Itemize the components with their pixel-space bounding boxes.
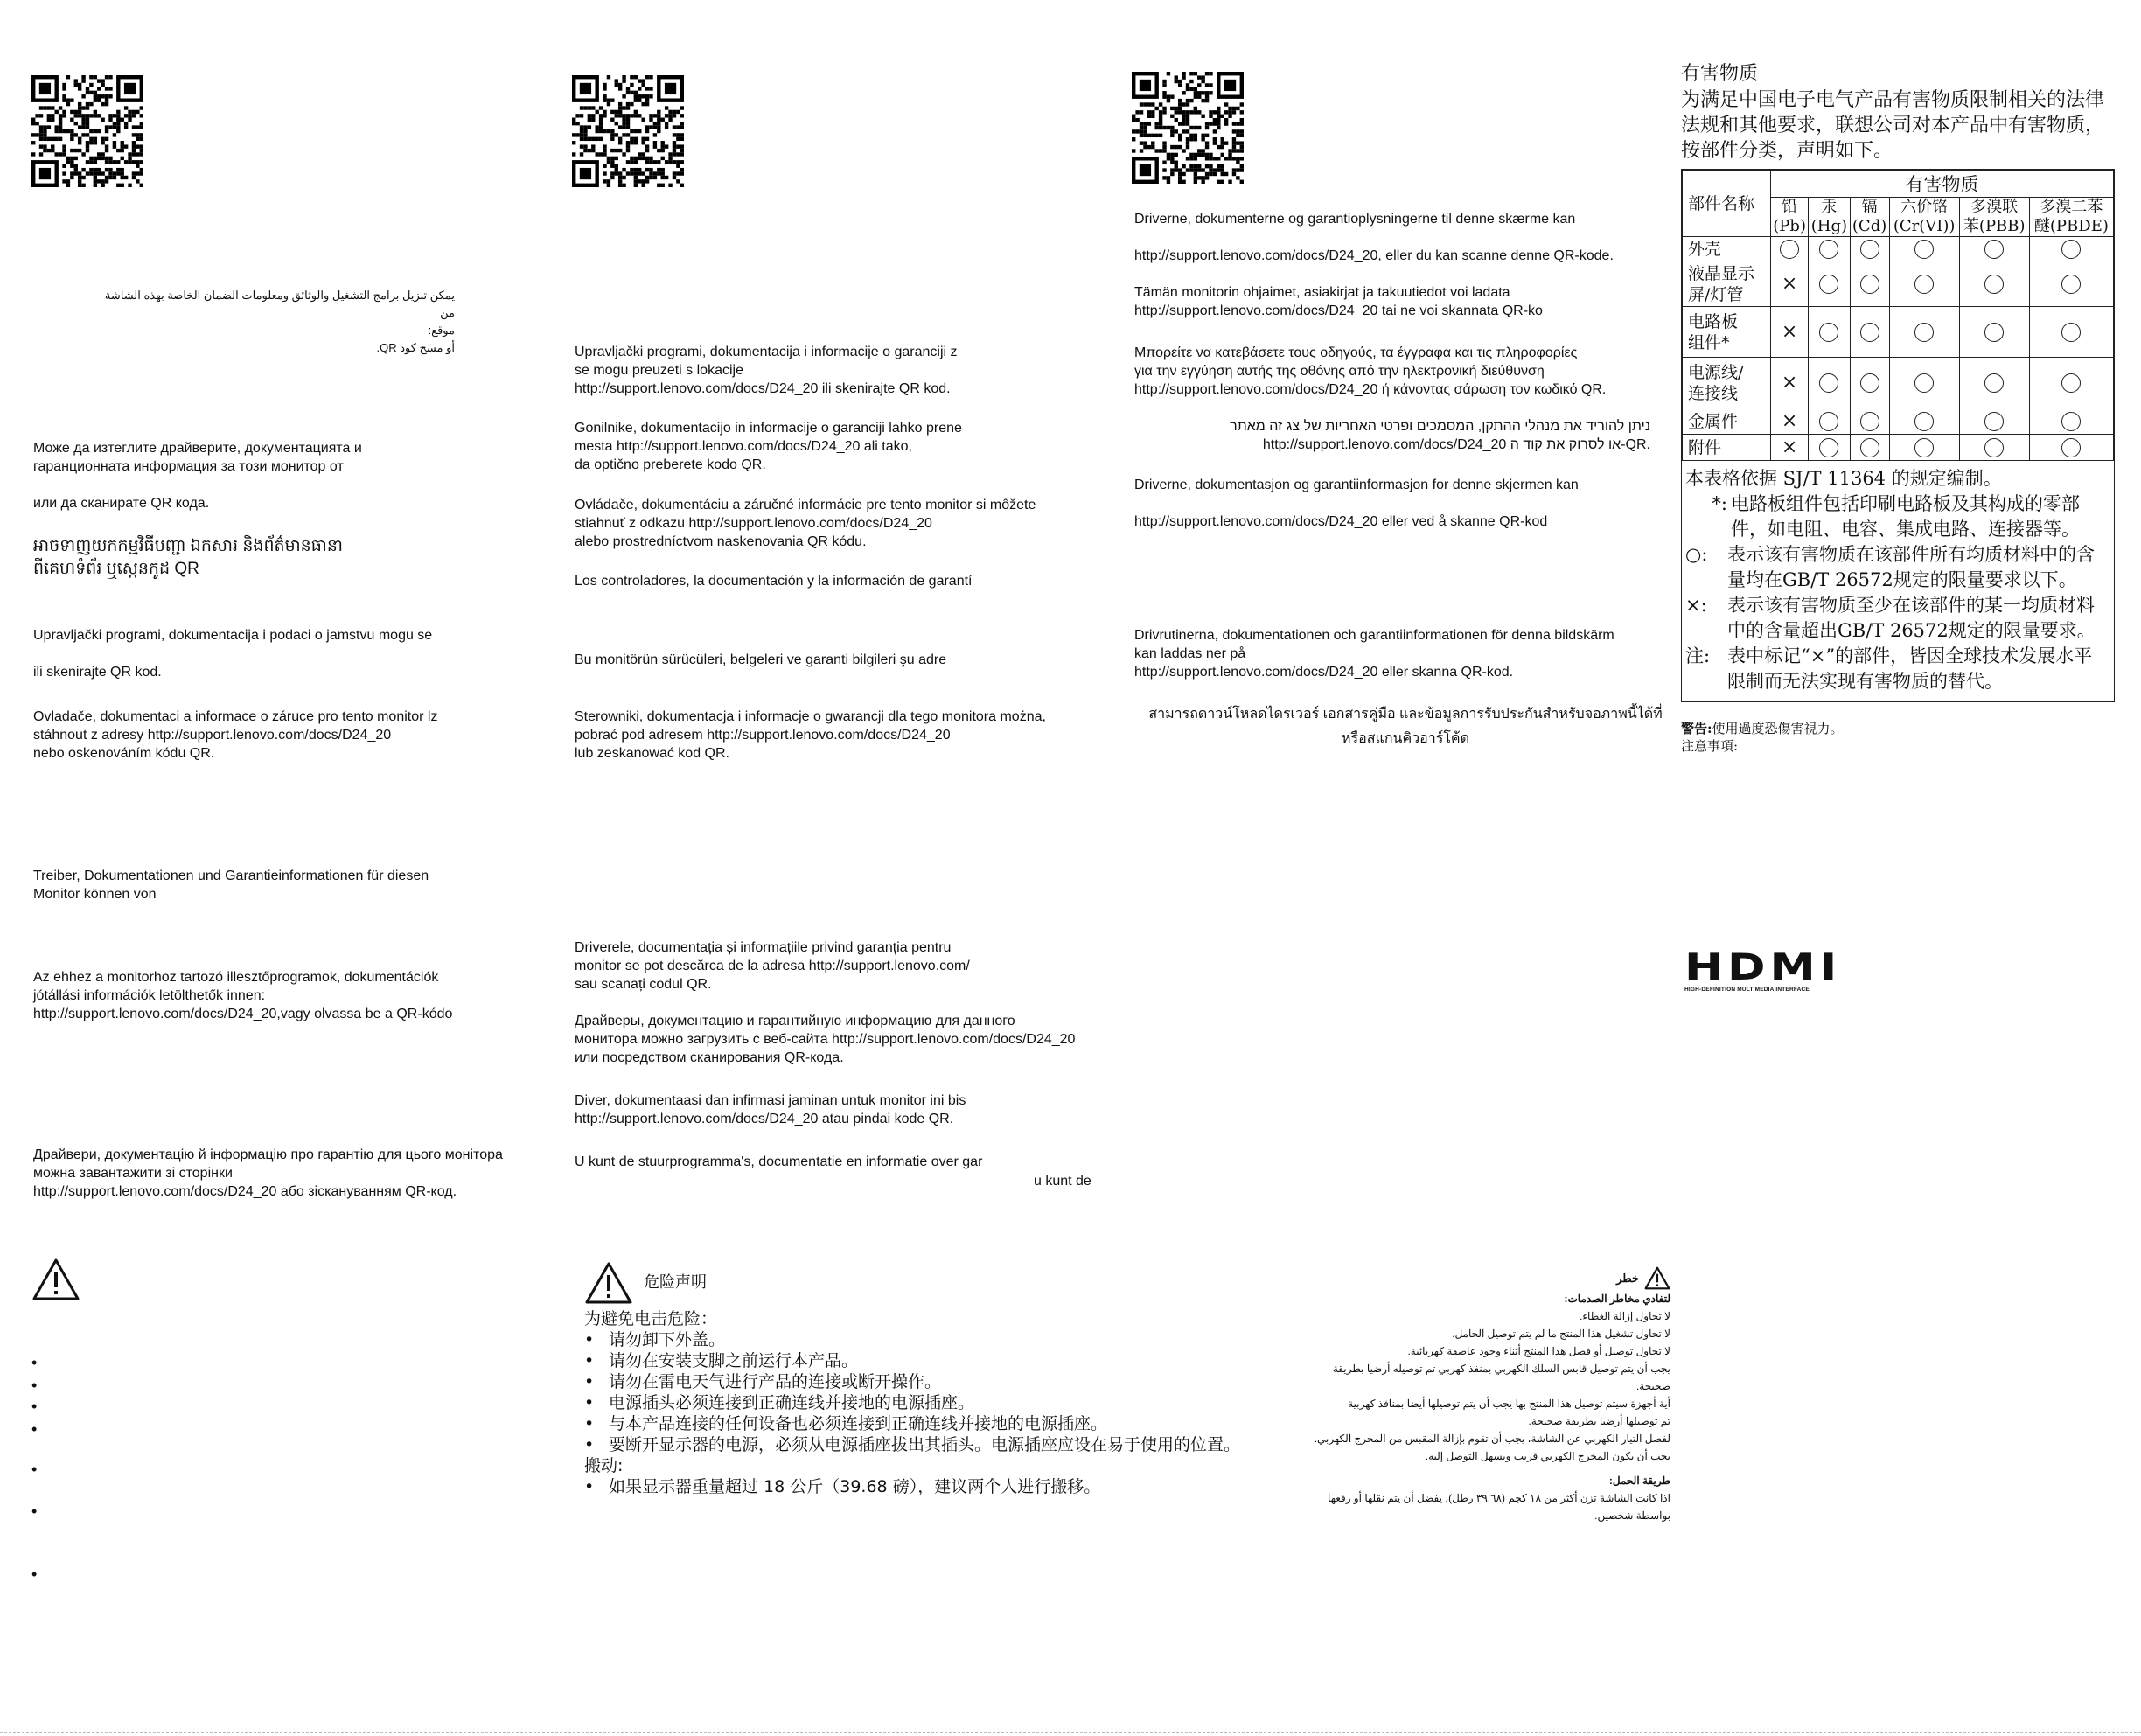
compliant-circle-icon (1889, 358, 1959, 408)
compliant-circle-icon (2029, 261, 2113, 307)
danger-ar-sub2: طريقة الحمل: (1608, 1475, 1670, 1487)
thai-text: สามารถดาวน์โหลดไดรเวอร์ เอกสารคู่มือ และข้อมูลการรับประกันสำหรับจอภาพนี้ได้ที่ หรือสแกนคิวอาร์โค้ด (1148, 707, 1663, 746)
warning-triangle-icon (584, 1261, 633, 1305)
danish-text-2: http://support.lenovo.com/docs/D24_20, eller du kan scanne denne QR-kode. (1134, 248, 1614, 263)
compliant-circle-icon (1889, 261, 1959, 307)
substance-header: 铅 (Pb) (1771, 198, 1809, 237)
substance-header: 汞 (Hg) (1809, 198, 1850, 237)
compliant-circle-icon (1959, 237, 2029, 261)
slovak-text: Ovládače, dokumentáciu a záručné informácie pre tento monitor si môžete stiahnuť z odkazu http://support.lenovo.com/docs/D24_20 alebo prostredníctvom naskenovania QR kódu. (575, 498, 1036, 549)
compliant-circle-icon (1850, 237, 1889, 261)
col-group-header: 有害物质 (1771, 171, 2114, 198)
compliant-circle-icon (2029, 408, 2113, 435)
compliant-circle-icon (1959, 261, 2029, 307)
norwegian-text-2: http://support.lenovo.com/docs/D24_20 eller ved å skanne QR-kod (1134, 514, 1548, 529)
hdmi-logo-text: HDMI (1684, 945, 1842, 988)
danish-text: Driverne, dokumenterne og garantioplysningerne til denne skærme kan (1134, 212, 1576, 227)
norwegian-text: Driverne, dokumentasjon og garantiinformasjon for denne skjermen kan (1134, 478, 1579, 492)
list-item: • 请勿在雷电天气进行产品的连接或断开操作。 (584, 1371, 1284, 1392)
hazard-section (1681, 61, 2115, 755)
croatian-text-2: ili skenirajte QR kod. (33, 665, 162, 680)
note-circle: ○: 表示该有害物质在该部件所有均质材料中的含量均在GB/T 26572规定的限量要求以下。 (1685, 544, 2095, 590)
list-item: • 如果显示器重量超过 18 公斤（39.68 磅），建议两个人进行搬移。 (584, 1476, 1284, 1497)
hdmi-logo (1684, 945, 1842, 993)
russian-text: Драйверы, документацию и гарантийную информацию для данного монитора можно загрузить с веб-сайта http://support.lenovo.com/docs/D24_20 или посредством сканирования QR-кода. (575, 1014, 1076, 1065)
compliant-circle-icon (1809, 237, 1850, 261)
compliant-circle-icon (1959, 408, 2029, 435)
hazard-table (1682, 170, 2114, 461)
part-name: 电源线/ 连接线 (1683, 358, 1771, 408)
substance-header: 镉 (Cd) (1850, 198, 1889, 237)
compliant-circle-icon (2029, 237, 2113, 261)
danger-ar-sub1: لتفادي مخاطر الصدمات: (1564, 1293, 1670, 1305)
list-item: • 请勿在安装支脚之前运行本产品。 (584, 1350, 1284, 1371)
bullet-marker: • (31, 1354, 38, 1371)
list-item: • 请勿卸下外盖。 (584, 1329, 1284, 1350)
table-row (1683, 408, 2114, 435)
part-name: 液晶显示 屏/灯管 (1683, 261, 1771, 307)
croatian-2-text: Upravljački programi, dokumentacija i informacije o garanciji z se mogu preuzeti s lokacije http://support.lenovo.com/docs/D24_20 ili skenirajte QR kod. (575, 345, 958, 396)
table-row (1683, 261, 2114, 307)
bullet-marker: • (31, 1565, 38, 1583)
bullet-marker: • (31, 1502, 38, 1520)
caution-label: 注意事項: (1681, 738, 1739, 754)
danger-statement-cn (584, 1261, 1284, 1497)
compliant-circle-icon (1959, 435, 2029, 461)
hungarian-text: Az ehhez a monitorhoz tartozó illesztőprogramok, dokumentációk jótállási információk letölthetők innen: http://support.lenovo.com/docs/D24_20,vagy olvassa be a QR-kódo (33, 970, 453, 1021)
hazard-box (1681, 169, 2115, 702)
compliant-circle-icon (1809, 435, 1850, 461)
part-name: 电路板 组件* (1683, 307, 1771, 358)
croatian-text: Upravljački programi, dokumentacija i podaci o jamstvu mogu se (33, 628, 433, 643)
bullet-marker: • (31, 1461, 38, 1478)
exceeds-cross-icon: × (1771, 435, 1809, 461)
bullet-marker: • (31, 1420, 38, 1438)
romanian-text: Driverele, documentația și informațiile privind garanția pentru monitor se pot descărca de la adresa http://support.lenovo.com/ sau scanați codul QR. (575, 940, 970, 992)
table-row (1683, 237, 2114, 261)
moving-list (584, 1476, 1284, 1497)
table-row (1683, 358, 2114, 408)
khmer-text: អាចទាញយកកម្មវិធីបញ្ជា ឯកសារ និងព័ត៌មានធានា ពីគេហទំព័រ ឬស្កេនកូដ QR (33, 537, 343, 578)
danger-title: 危险声明 (644, 1273, 707, 1292)
czech-text: Ovladače, dokumentaci a informace o záruce pro tento monitor lz stáhnout z adresy http://support.lenovo.com/docs/D24_20 nebo oskenováním kódu QR. (33, 709, 438, 761)
list-item: • 电源插头必须连接到正确连线并接地的电源插座。 (584, 1392, 1284, 1413)
swedish-text: Drivrutinerna, dokumentationen och garantiinformationen för denna bildskärm kan laddas ner på http://support.lenovo.com/docs/D24_20 eller skanna QR-kod. (1134, 628, 1614, 680)
table-row (1683, 435, 2114, 461)
hdmi-tagline: HIGH-DEFINITION MULTIMEDIA INTERFACE (1684, 987, 1810, 993)
note-cross: ×: 表示该有害物质至少在该部件的某一均质材料中的含量超出GB/T 26572规定的限量要求。 (1685, 595, 2096, 641)
moving-label: 搬动: (584, 1456, 624, 1475)
spanish-text: Los controladores, la documentación y la información de garantí (575, 574, 973, 589)
arabic-download-text: يمكن تنزيل برامج التشغيل والوثائق ومعلومات الضمان الخاصة بهذه الشاشة من موقع: أو مسح كود QR. (104, 289, 455, 354)
qr-code (31, 75, 143, 187)
turkish-text: Bu monitörün sürücüleri, belgeleri ve garanti bilgileri şu adre (575, 652, 947, 667)
dutch-text: U kunt de stuurprogramma's, documentatie en informatie over gar (575, 1154, 983, 1169)
list-item: • 与本产品连接的任何设备也必须连接到正确连线并接地的电源插座。 (584, 1413, 1284, 1434)
exceeds-cross-icon: × (1771, 408, 1809, 435)
compliant-circle-icon (1809, 358, 1850, 408)
danger-ar-lines2: اذا كانت الشاشة تزن أكثر من ١٨ كجم (٣٩.٦٨ رطل)، يفضل أن يتم نقلها أو رفعها بواسطة شخصين. (1328, 1492, 1670, 1522)
part-name: 金属件 (1683, 408, 1771, 435)
compliant-circle-icon (1850, 307, 1889, 358)
compliant-circle-icon (1809, 261, 1850, 307)
polish-text: Sterowniki, dokumentacja i informacje o gwarancji dla tego monitora można, pobrać pod adresem http://support.lenovo.com/docs/D24_20 lub zeskanować kod QR. (575, 709, 1046, 761)
bulgarian-text: Може да изтеглите драйверите, документацията и гаранционната информация за този монитор от (33, 441, 362, 474)
exceeds-cross-icon: × (1771, 307, 1809, 358)
bullet-marker: • (31, 1377, 38, 1394)
compliant-circle-icon (1889, 237, 1959, 261)
danger-lead: 为避免电击危险： (584, 1309, 718, 1328)
compliant-circle-icon (1889, 435, 1959, 461)
slovenian-text: Gonilnike, dokumentacijo in informacije o garanciji lahko prene mesta http://support.lenovo.com/docs/D24_20 ali tako, da optično preberete kodo QR. (575, 421, 962, 472)
danger-ar-lines1: لا تحاول إزالة الغطاء. لا تحاول تشغيل هذا المنتج ما لم يتم توصيل الحامل. لا تحاول توصيل أو فصل هذا المنتج أثناء وجود عاصفة كهربائية. يجب أن يتم توصيل قابس السلك الكهربي بمنفذ كهربي تم توصيله أرضيا بطريقة صحيحة. أية أجهزة سيتم توصيل هذا المنتج بها يجب أن يتم توصيلها أيضا بمنافذ كهربية تم توصيلها أرضيا بطريقة صحيحة. لفصل التيار الكهربي عن الشاشة، يجب أن تقوم بإزالة المقبس من المخرج الكهربي. يجب أن يكون المخرج الكهربي قريب ويسهل التوصل إليه. (1314, 1310, 1670, 1462)
note-star: *: 电路板组件包括印刷电路板及其构成的零部件，如电阻、电容、集成电路、连接器等。 (1712, 493, 2080, 540)
exceeds-cross-icon: × (1771, 358, 1809, 408)
qr-code (1132, 72, 1244, 184)
part-name: 附件 (1683, 435, 1771, 461)
compliant-circle-icon (1850, 435, 1889, 461)
hazard-intro: 为满足中国电子电气产品有害物质限制相关的法律法规和其他要求，联想公司对本产品中有害物质，按部件分类，声明如下。 (1681, 89, 2105, 162)
note-note: 注: 表中标记“×”的部件，皆因全球技术发展水平限制而无法实现有害物质的替代。 (1685, 645, 2093, 692)
compliant-circle-icon (1889, 307, 1959, 358)
table-row (1683, 307, 2114, 358)
greek-text: Μπορείτε να κατεβάσετε τους οδηγούς, τα έγγραφα και τις πληροφορίες για την εγγύηση αυτής της οθόνης από την ηλεκτρονική διεύθυνση http://support.lenovo.com/docs/D24_20 ή κάνοντας σάρωση τον κωδικό QR. (1134, 345, 1607, 397)
compliant-circle-icon (1959, 358, 2029, 408)
substance-header: 六价铬 (Cr(VI)) (1889, 198, 1959, 237)
compliant-circle-icon (1850, 408, 1889, 435)
compliant-circle-icon (2029, 358, 2113, 408)
compliant-circle-icon (1889, 408, 1959, 435)
compliant-circle-icon (2029, 435, 2113, 461)
german-text: Treiber, Dokumentationen und Garantieinformationen für diesen Monitor können von (33, 868, 429, 902)
part-name: 外壳 (1683, 237, 1771, 261)
danger-list (584, 1329, 1284, 1455)
warning-triangle-icon (31, 1258, 80, 1301)
exceeds-cross-icon: × (1771, 261, 1809, 307)
warning-text: 使用過度恐傷害視力。 (1712, 721, 1844, 736)
compliant-circle-icon (1809, 408, 1850, 435)
compliant-circle-icon (1809, 307, 1850, 358)
warning-label: 警告: (1681, 721, 1712, 736)
compliant-circle-icon (1959, 307, 2029, 358)
dutch-text-2: u kunt de (1034, 1174, 1091, 1189)
bulgarian-text-2: или да сканирате QR кода. (33, 496, 210, 511)
indonesian-text: Diver, dokumentaasi dan infirmasi jaminan untuk monitor ini bis http://support.lenovo.com/docs/D24_20 atau pindai kode QR. (575, 1093, 966, 1126)
danger-ar-title: خطر (1616, 1271, 1639, 1285)
hazard-title: 有害物质 (1681, 63, 1759, 85)
fold-line (0, 1732, 2141, 1733)
qr-code (572, 75, 684, 187)
compliant-circle-icon (2029, 307, 2113, 358)
bullet-marker: • (31, 1398, 38, 1415)
compliant-circle-icon (1850, 358, 1889, 408)
hazard-basis: 本表格依据 SJ/T 11364 的规定编制。 (1685, 468, 2002, 489)
compliant-circle-icon (1850, 261, 1889, 307)
danger-statement-ar (1286, 1266, 1670, 1524)
finnish-text: Tämän monitorin ohjaimet, asiakirjat ja takuutiedot voi ladata http://support.lenovo.com/docs/D24_20 tai ne voi skannata QR-ko (1134, 285, 1543, 318)
substance-header: 多溴二苯 醚(PBDE) (2029, 198, 2113, 237)
list-item: • 要断开显示器的电源，必须从电源插座拔出其插头。电源插座应设在易于使用的位置。 (584, 1434, 1284, 1455)
substance-header: 多溴联 苯(PBB) (1959, 198, 2029, 237)
ukrainian-text: Драйвери, документацію й інформацію про гарантію для цього монітора можна завантажити зі сторінки http://support.lenovo.com/docs/D24_20 або зіскануванням QR-код. (33, 1147, 503, 1199)
compliant-circle-icon (1771, 237, 1809, 261)
hebrew-text: ניתן להוריד את מנהלי ההתקן, המסמכים ופרטי האחריות של צג זה מאתר http://support.lenovo.com/docs/D24_20 או לסרוק את קוד ה-QR. (1230, 419, 1650, 452)
col-part-header: 部件名称 (1683, 171, 1771, 237)
warning-triangle-icon (1644, 1266, 1670, 1290)
